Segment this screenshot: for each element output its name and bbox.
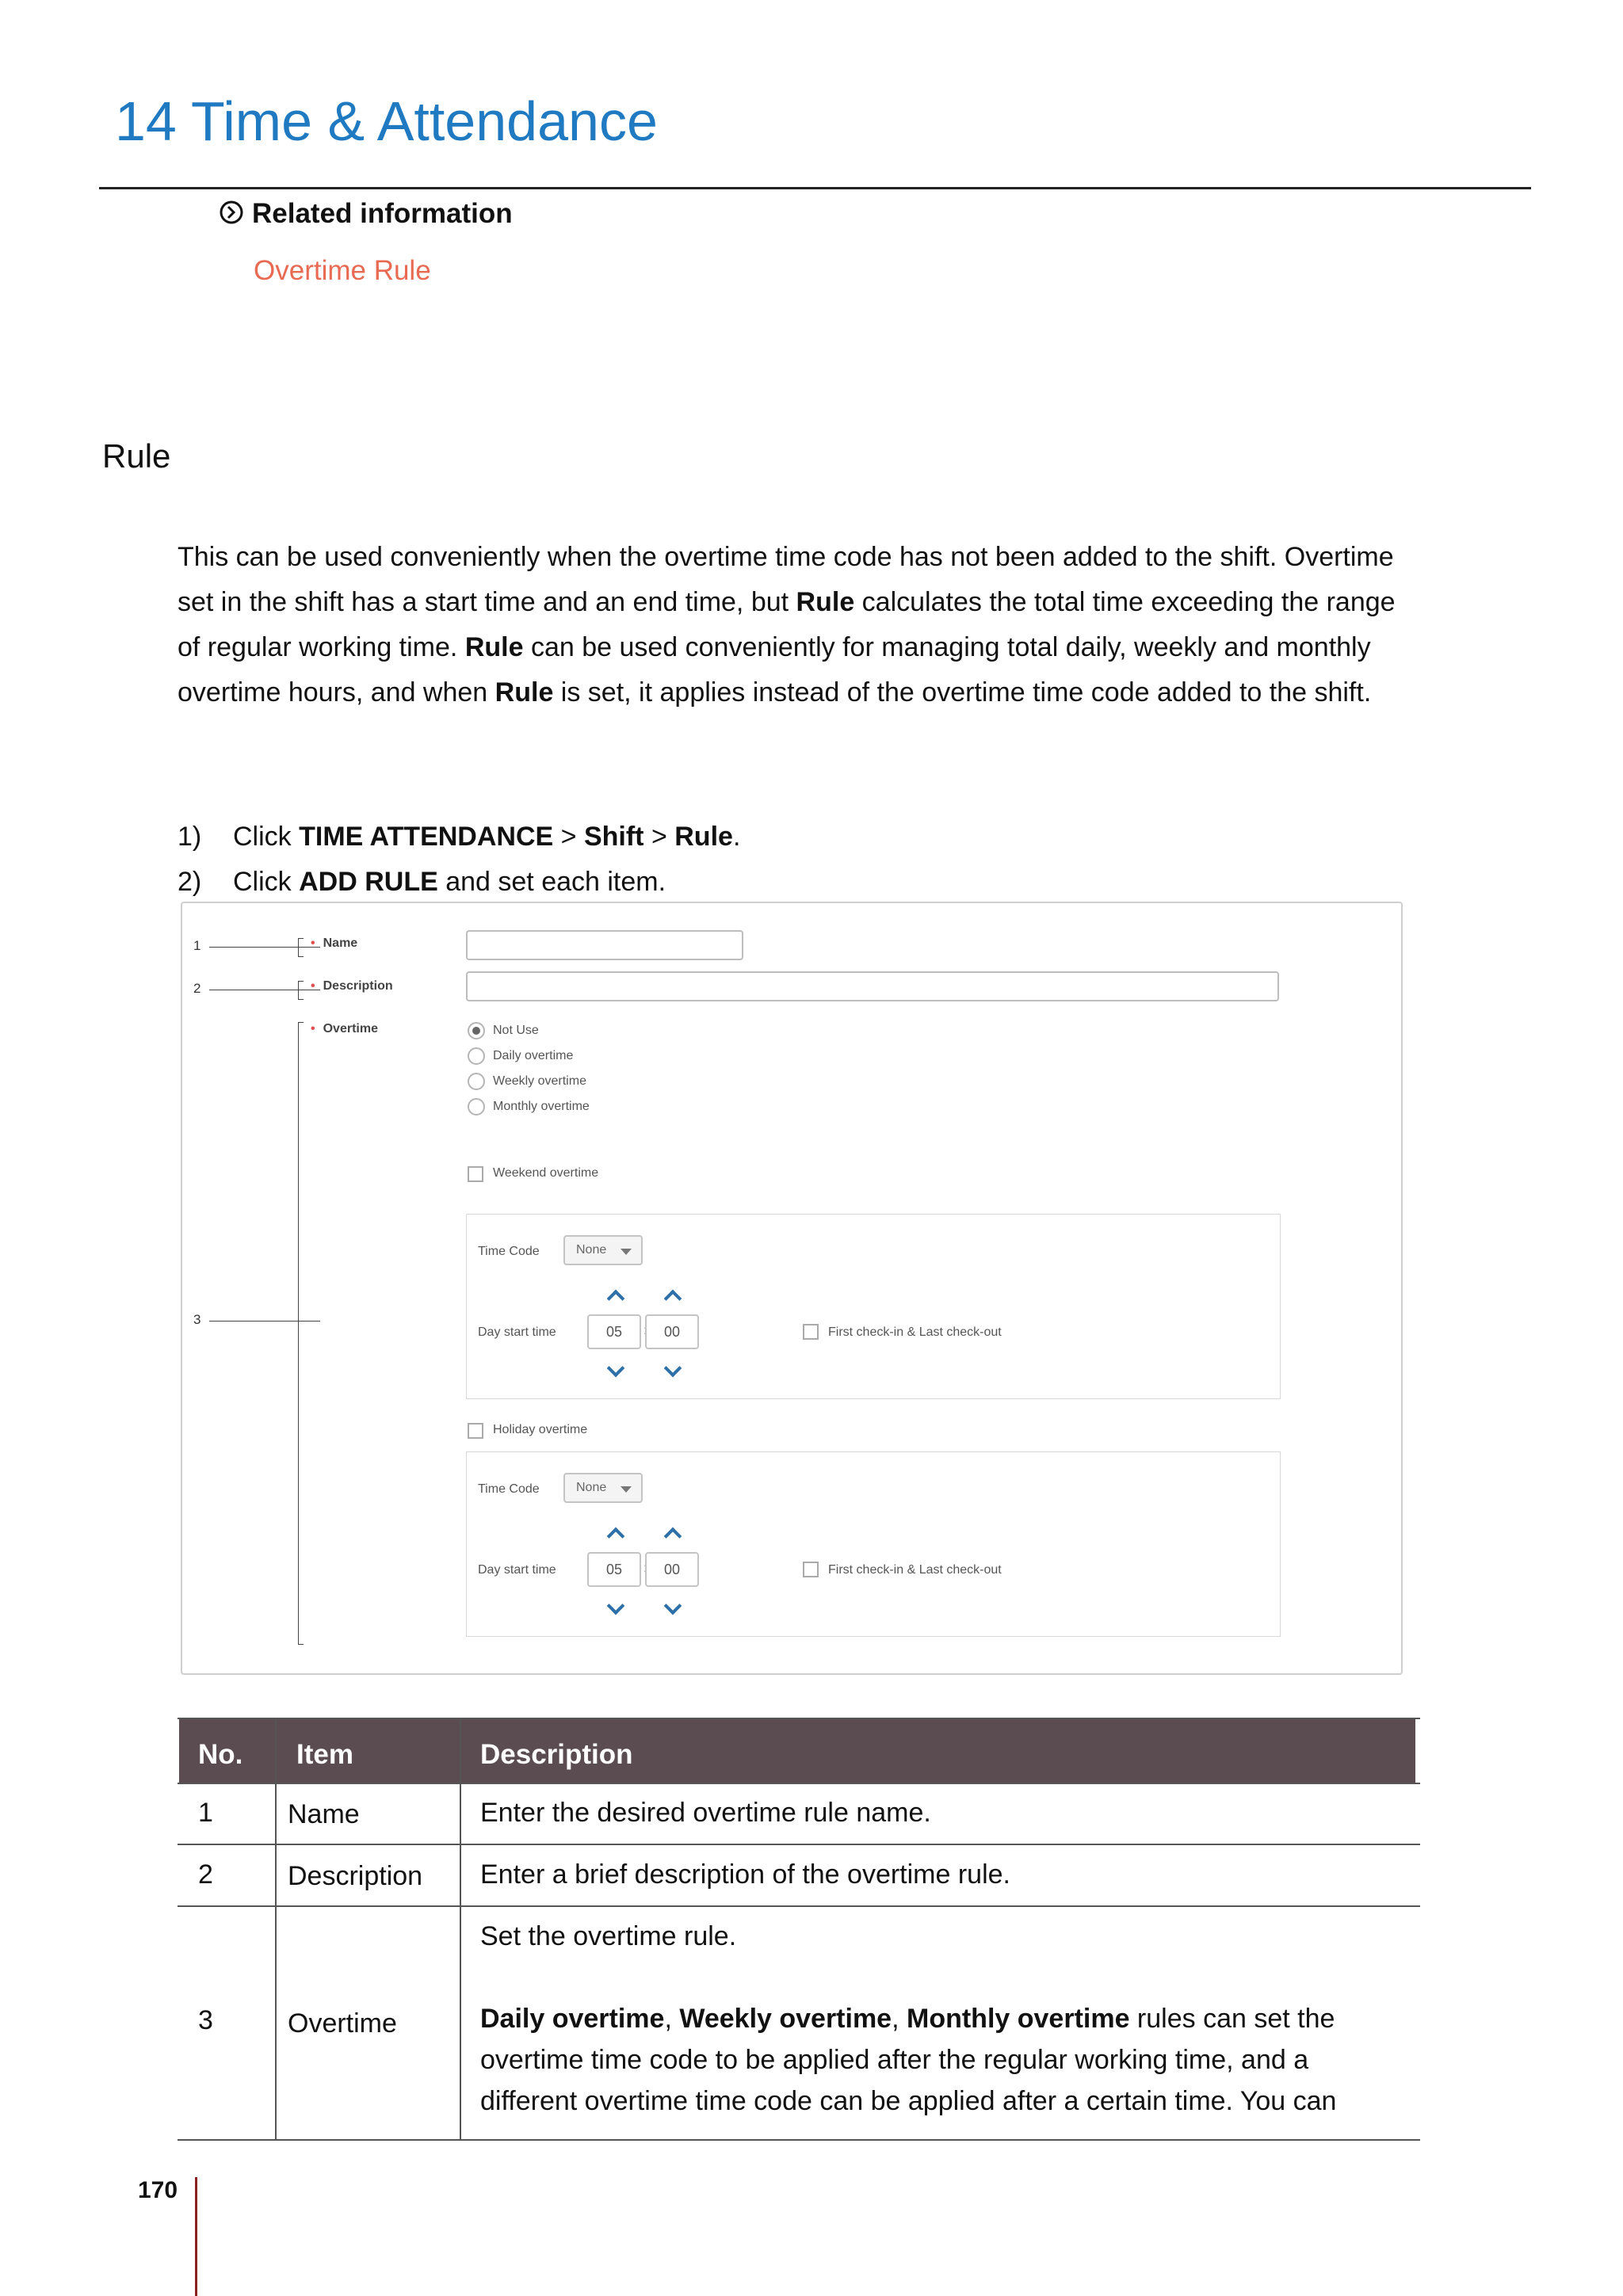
intro-line: of regular working time. Rule can be used conveniently for managing total daily, weekly and monthly bbox=[178, 632, 1371, 662]
minute-input[interactable]: 00 bbox=[645, 1314, 699, 1349]
holiday-overtime-checkbox[interactable] bbox=[468, 1423, 483, 1439]
row-2-desc: Enter a brief description of the overtime rule. bbox=[480, 1859, 1010, 1890]
intro-line: This can be used conveniently when the overtime time code has not been added to the shift. Overtime bbox=[178, 542, 1394, 572]
hour-down-icon[interactable] bbox=[607, 1597, 625, 1615]
related-heading: Related information bbox=[252, 198, 513, 229]
radio-monthly-overtime[interactable] bbox=[468, 1098, 485, 1116]
radio-weekly-overtime[interactable] bbox=[468, 1073, 485, 1090]
holiday-overtime-label: Holiday overtime bbox=[493, 1423, 588, 1436]
weekend-overtime-checkbox[interactable] bbox=[468, 1166, 483, 1182]
minute-up-icon[interactable] bbox=[664, 1527, 682, 1546]
first-last-label: First check-in & Last check-out bbox=[828, 1563, 1002, 1577]
option-monthly-label: Monthly overtime bbox=[493, 1100, 590, 1113]
intro-line: set in the shift has a start time and an end time, but Rule calculates the total time exceeding the range bbox=[178, 587, 1396, 617]
overtime-rule-link[interactable]: Overtime Rule bbox=[254, 255, 431, 286]
weekend-settings-box: Time Code None Day start time 05 : 00 First check-in & Last check-out bbox=[466, 1214, 1281, 1399]
hour-input[interactable]: 05 bbox=[587, 1552, 641, 1587]
page-bar bbox=[195, 2177, 197, 2296]
step-2: 2) Click ADD RULE and set each item. bbox=[178, 867, 666, 897]
row-1-desc: Enter the desired overtime rule name. bbox=[480, 1798, 931, 1828]
section-title: Rule bbox=[102, 437, 171, 475]
time-code-dropdown[interactable]: None bbox=[563, 1473, 643, 1503]
minute-input[interactable]: 00 bbox=[645, 1552, 699, 1587]
row-3-desc-line-1: Daily overtime, Weekly overtime, Monthly overtime rules can set the bbox=[480, 2004, 1335, 2034]
step-1: 1) Click TIME ATTENDANCE > Shift > Rule. bbox=[178, 822, 741, 852]
callout-3: 3 bbox=[193, 1312, 201, 1327]
minute-up-icon[interactable] bbox=[664, 1290, 682, 1308]
row-2-no: 2 bbox=[198, 1859, 213, 1890]
header-no: No. bbox=[198, 1739, 243, 1770]
row-1-item: Name bbox=[288, 1799, 360, 1829]
minute-down-icon[interactable] bbox=[664, 1597, 682, 1615]
row-3-desc-first: Set the overtime rule. bbox=[480, 1921, 737, 1951]
holiday-settings-box: Time Code None Day start time 05 : 00 First check-in & Last check-out bbox=[466, 1451, 1281, 1637]
option-not-use-label: Not Use bbox=[493, 1024, 539, 1037]
name-input[interactable] bbox=[466, 930, 743, 960]
table-header bbox=[179, 1719, 1415, 1783]
hour-input[interactable]: 05 bbox=[587, 1314, 641, 1349]
first-last-checkbox[interactable] bbox=[803, 1562, 819, 1577]
hour-up-icon[interactable] bbox=[607, 1290, 625, 1308]
option-weekly-label: Weekly overtime bbox=[493, 1074, 586, 1088]
header-description: Description bbox=[480, 1739, 633, 1770]
callout-2: 2 bbox=[193, 981, 201, 996]
row-1-no: 1 bbox=[198, 1798, 213, 1828]
header-item: Item bbox=[296, 1739, 353, 1770]
row-3-item: Overtime bbox=[288, 2008, 397, 2039]
radio-daily-overtime[interactable] bbox=[468, 1047, 485, 1065]
overtime-label: • Overtime bbox=[311, 1022, 378, 1035]
chapter-title: 14 Time & Attendance bbox=[115, 90, 658, 152]
hour-up-icon[interactable] bbox=[607, 1527, 625, 1546]
description-label: • Description bbox=[311, 979, 393, 993]
row-3-desc-line-3: different overtime time code can be applied after a certain time. You can bbox=[480, 2086, 1337, 2116]
page-number: 170 bbox=[138, 2177, 178, 2203]
time-code-dropdown[interactable]: None bbox=[563, 1235, 643, 1265]
intro-line: overtime hours, and when Rule is set, it applies instead of the overtime time code added to the shift. bbox=[178, 677, 1372, 707]
radio-not-use[interactable] bbox=[468, 1022, 485, 1039]
chevron-circle-icon bbox=[219, 200, 244, 225]
header-divider bbox=[99, 187, 1531, 189]
row-3-no: 3 bbox=[198, 2005, 213, 2035]
caret-down-icon bbox=[621, 1486, 632, 1493]
first-last-checkbox[interactable] bbox=[803, 1324, 819, 1340]
weekend-overtime-label: Weekend overtime bbox=[493, 1166, 599, 1180]
minute-down-icon[interactable] bbox=[664, 1360, 682, 1378]
callout-1: 1 bbox=[193, 938, 201, 953]
description-input[interactable] bbox=[466, 971, 1279, 1001]
row-3-desc-line-2: overtime time code to be applied after the regular working time, and a bbox=[480, 2045, 1309, 2075]
first-last-label: First check-in & Last check-out bbox=[828, 1325, 1002, 1339]
intro-paragraph bbox=[178, 535, 1414, 715]
hour-down-icon[interactable] bbox=[607, 1360, 625, 1378]
option-daily-label: Daily overtime bbox=[493, 1049, 574, 1062]
caret-down-icon bbox=[621, 1249, 632, 1255]
name-label: • Name bbox=[311, 936, 358, 950]
add-rule-screenshot bbox=[181, 902, 1403, 1675]
row-2-item: Description bbox=[288, 1861, 423, 1891]
